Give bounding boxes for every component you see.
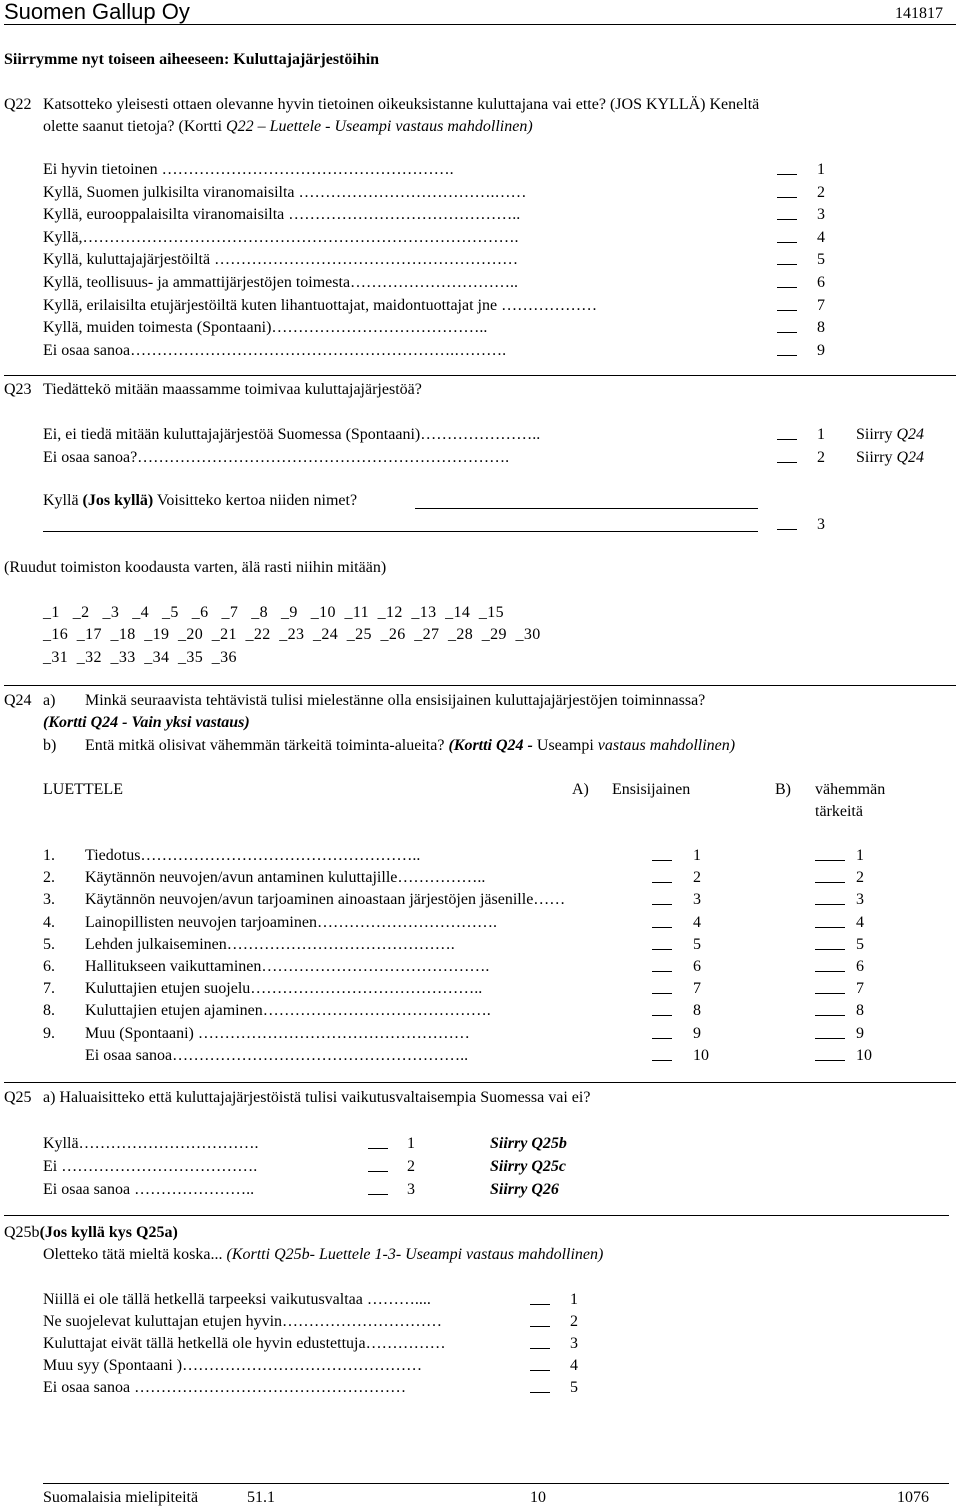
answer-option-label: Ei osaa sanoa…………………………………………………….………. bbox=[43, 341, 507, 359]
section-intro: Siirrymme nyt toiseen aiheeseen: Kuluttajajärjestöihin bbox=[4, 51, 380, 68]
footer-title: Suomalaisia mielipiteitä bbox=[43, 1489, 199, 1506]
primary-code: 8 bbox=[693, 1002, 701, 1020]
q23-names-line-2[interactable] bbox=[43, 531, 758, 532]
secondary-code: 2 bbox=[856, 869, 864, 887]
route-instruction bbox=[856, 425, 924, 445]
answer-blank[interactable] bbox=[530, 1290, 550, 1311]
answer-blank[interactable] bbox=[777, 318, 797, 339]
q25b-header bbox=[4, 1223, 178, 1243]
item-number: 8. bbox=[43, 1002, 55, 1020]
answer-option-label: Ei osaa sanoa ………………….. bbox=[43, 1181, 255, 1198]
q22-text-line1: Katsotteko yleisesti ottaen olevanne hyvin tietoinen oikeuksistanne kuluttajana vai ette? (JOS KYLLÄ) Keneltä bbox=[43, 96, 760, 113]
primary-code: 5 bbox=[693, 935, 701, 953]
answer-option-label: Ei osaa sanoa?……………………………………………………………. bbox=[43, 449, 510, 466]
item-label: Lehden julkaiseminen……………………………………. bbox=[85, 935, 455, 953]
answer-code: 2 bbox=[817, 449, 825, 466]
q25b-text: Oletteko tätä mieltä koska... bbox=[43, 1246, 227, 1263]
primary-blank[interactable] bbox=[652, 1046, 672, 1067]
secondary-code: 10 bbox=[856, 1046, 872, 1064]
q23-yes-b: (Jos kyllä) bbox=[82, 492, 154, 509]
secondary-blank[interactable] bbox=[815, 868, 845, 889]
primary-code: 3 bbox=[693, 891, 701, 909]
header-rule bbox=[4, 24, 956, 25]
q22-card-note: Q22 – Luettele - Useampi vastaus mahdollinen) bbox=[226, 118, 533, 135]
q24-col-a: Ensisijainen bbox=[612, 781, 691, 798]
secondary-blank[interactable] bbox=[815, 1046, 845, 1067]
answer-blank[interactable] bbox=[777, 160, 797, 181]
answer-code: 3 bbox=[817, 206, 825, 224]
q23-yes-code: 3 bbox=[817, 516, 825, 533]
q24-col-b-line2: tärkeitä bbox=[815, 803, 863, 820]
answer-option-label: Kuluttajat eivät tällä hetkellä ole hyvin edustettuja…………… bbox=[43, 1335, 446, 1352]
secondary-blank[interactable] bbox=[815, 979, 845, 1000]
primary-code: 6 bbox=[693, 958, 701, 975]
answer-option-label: Kyllä, Suomen julkisilta viranomaisilta ……………………………….…… bbox=[43, 183, 527, 201]
q22-text-line2-a: olette saanut tietoja? bbox=[43, 118, 179, 135]
q23-yes-c: Voisitteko kertoa niiden nimet? bbox=[153, 492, 358, 509]
q25b-note: (Kortti Q25b- Luettele 1-3- Useampi vastaus mahdollinen) bbox=[226, 1246, 604, 1263]
item-number: 3. bbox=[43, 891, 55, 909]
answer-option-label: Kyllä, erilaisilta etujärjestöiltä kuten lihantuottajat, maidontuottajat jne ……………… bbox=[43, 296, 598, 314]
answer-code: 3 bbox=[570, 1335, 578, 1352]
q23-rule bbox=[4, 685, 956, 686]
q24-b-letter: b) bbox=[43, 737, 57, 754]
answer-code: 4 bbox=[570, 1357, 578, 1374]
answer-blank[interactable] bbox=[368, 1157, 388, 1178]
secondary-code: 6 bbox=[856, 958, 864, 975]
q24-b-text-line bbox=[85, 736, 735, 756]
answer-code: 7 bbox=[817, 296, 825, 314]
secondary-code: 3 bbox=[856, 891, 864, 909]
answer-code: 4 bbox=[817, 228, 825, 246]
answer-code: 3 bbox=[407, 1181, 415, 1198]
primary-code: 1 bbox=[693, 847, 701, 864]
item-number: 6. bbox=[43, 958, 55, 975]
answer-blank[interactable] bbox=[777, 341, 797, 362]
secondary-blank[interactable] bbox=[815, 957, 845, 978]
route-instruction bbox=[856, 448, 924, 468]
item-label: Käytännön neuvojen/avun antaminen kuluttajille…………….. bbox=[85, 869, 486, 887]
item-label: Muu (Spontaani) …………………………………………… bbox=[85, 1024, 470, 1042]
secondary-code: 1 bbox=[856, 847, 864, 864]
answer-blank[interactable] bbox=[530, 1334, 550, 1355]
item-number: 2. bbox=[43, 869, 55, 887]
q24-b-text: Entä mitkä olisivat vähemmän tärkeitä toiminta-alueita? bbox=[85, 737, 449, 754]
q23-yes-a: Kyllä bbox=[43, 492, 83, 509]
answer-code: 1 bbox=[407, 1135, 415, 1152]
q24-col-list: LUETTELE bbox=[43, 781, 123, 798]
q24-col-b-line1: vähemmän bbox=[815, 781, 886, 798]
footer-rule bbox=[43, 1483, 949, 1484]
primary-blank[interactable] bbox=[652, 846, 672, 867]
q25-number: Q25 bbox=[4, 1089, 32, 1106]
q24-b-note-c: vastaus mahdollinen) bbox=[597, 737, 736, 754]
coding-boxes-row-2: _16 _17 _18 _19 _20 _21 _22 _23 _24 _25 _26 _27 _28 _29 _30 bbox=[43, 626, 541, 643]
item-label: Ei osaa sanoa……………………………………………….. bbox=[85, 1046, 469, 1064]
answer-blank[interactable] bbox=[368, 1134, 388, 1155]
primary-blank[interactable] bbox=[652, 1001, 672, 1022]
q22-text-line2 bbox=[43, 117, 533, 137]
secondary-code: 5 bbox=[856, 935, 864, 953]
q24-col-a-letter: A) bbox=[572, 781, 589, 798]
item-label: Hallitukseen vaikuttaminen……………………………………. bbox=[85, 958, 490, 975]
item-number: 7. bbox=[43, 980, 55, 998]
answer-option-label: Ei, ei tiedä mitään kuluttajajärjestöä Suomessa (Spontaani)………………….. bbox=[43, 426, 541, 443]
secondary-blank[interactable] bbox=[815, 1001, 845, 1022]
answer-code: 5 bbox=[817, 251, 825, 269]
q23-coding-note: (Ruudut toimiston koodausta varten, älä rasti niihin mitään) bbox=[4, 559, 387, 576]
answer-option-label: Kyllä, kuluttajajärjestöiltä ………………………………………………… bbox=[43, 251, 519, 269]
item-label: Lainopillisten neuvojen tarjoaminen……………………………. bbox=[85, 913, 497, 931]
secondary-blank[interactable] bbox=[815, 913, 845, 934]
secondary-blank[interactable] bbox=[815, 1024, 845, 1045]
answer-option-label: Ne suojelevat kuluttajan etujen hyvin………………………… bbox=[43, 1313, 443, 1330]
secondary-blank[interactable] bbox=[815, 935, 845, 956]
item-number: 5. bbox=[43, 935, 55, 953]
q25b-condition: (Jos kyllä kys Q25a) bbox=[39, 1224, 178, 1241]
secondary-code: 7 bbox=[856, 980, 864, 998]
answer-option-label: Ei osaa sanoa …………………………………………… bbox=[43, 1379, 407, 1396]
answer-blank[interactable] bbox=[777, 273, 797, 294]
footer-right: 1076 bbox=[897, 1489, 929, 1506]
item-number: 4. bbox=[43, 913, 55, 931]
answer-code: 9 bbox=[817, 341, 825, 359]
answer-blank[interactable] bbox=[530, 1356, 550, 1377]
answer-code: 2 bbox=[817, 183, 825, 201]
item-label: Kuluttajien etujen ajaminen……………………………………. bbox=[85, 1002, 491, 1020]
item-label: Käytännön neuvojen/avun tarjoaminen ainoastaan järjestöjen jäsenille…… bbox=[85, 891, 566, 909]
q22-text-line2-b: (Kortti bbox=[178, 118, 227, 135]
header-org: Suomen Gallup Oy bbox=[4, 0, 190, 24]
q24-b-note-b: Useampi bbox=[536, 737, 598, 754]
answer-code: 1 bbox=[570, 1291, 578, 1308]
q24-b-note-a: (Kortti Q24 - bbox=[448, 737, 537, 754]
answer-blank[interactable] bbox=[777, 425, 797, 446]
answer-code: 1 bbox=[817, 426, 825, 443]
primary-code: 9 bbox=[693, 1024, 701, 1042]
primary-code: 2 bbox=[693, 869, 701, 887]
answer-blank[interactable] bbox=[777, 228, 797, 249]
primary-blank[interactable] bbox=[652, 957, 672, 978]
primary-code: 10 bbox=[693, 1046, 709, 1064]
primary-code: 7 bbox=[693, 980, 701, 998]
q25-text: a) Haluaisitteko että kuluttajajärjestöistä tulisi vaikutusvaltaisempia Suomessa vai ei? bbox=[43, 1089, 591, 1106]
q25b-text-line bbox=[43, 1245, 603, 1265]
route-text: Siirry bbox=[856, 449, 897, 466]
item-number: 9. bbox=[43, 1024, 55, 1042]
answer-blank[interactable] bbox=[368, 1180, 388, 1201]
q24-a-note: (Kortti Q24 - Vain yksi vastaus) bbox=[43, 714, 250, 731]
q24-a-letter: a) bbox=[43, 692, 56, 709]
q23-text: Tiedättekö mitään maassamme toimivaa kuluttajajärjestöä? bbox=[43, 381, 422, 398]
answer-code: 6 bbox=[817, 274, 825, 291]
footer-version: 51.1 bbox=[247, 1489, 275, 1506]
answer-blank[interactable] bbox=[530, 1312, 550, 1333]
secondary-code: 9 bbox=[856, 1024, 864, 1042]
primary-blank[interactable] bbox=[652, 890, 672, 911]
answer-blank[interactable] bbox=[777, 250, 797, 271]
answer-option-label: Kyllä……………………………. bbox=[43, 1135, 259, 1152]
answer-blank[interactable] bbox=[530, 1378, 550, 1399]
answer-code: 1 bbox=[817, 161, 825, 178]
primary-code: 4 bbox=[693, 913, 701, 931]
answer-option-label: Niillä ei ole tällä hetkellä tarpeeksi vaikutusvaltaa ……….... bbox=[43, 1291, 431, 1308]
answer-code: 2 bbox=[407, 1158, 415, 1175]
item-number: 1. bbox=[43, 847, 55, 864]
q22-rule bbox=[4, 375, 956, 376]
secondary-blank[interactable] bbox=[815, 846, 845, 867]
coding-boxes-row-1: _1 _2 _3 _4 _5 _6 _7 _8 _9 _10 _11 _12 _13 _14 _15 bbox=[43, 604, 504, 621]
primary-blank[interactable] bbox=[652, 913, 672, 934]
q25b-number: Q25b bbox=[4, 1224, 40, 1241]
answer-option-label: Muu syy (Spontaani )……………………………………… bbox=[43, 1357, 423, 1374]
answer-option-label: Kyllä,………………………………………………………………………. bbox=[43, 228, 519, 246]
q24-rule bbox=[4, 1082, 956, 1083]
answer-code: 2 bbox=[570, 1313, 578, 1330]
q23-names-line-1[interactable] bbox=[415, 508, 758, 509]
route-instruction: Siirry Q25b bbox=[490, 1135, 567, 1152]
route-instruction: Siirry Q25c bbox=[490, 1158, 566, 1175]
q22-number: Q22 bbox=[4, 96, 32, 113]
q25-rule bbox=[4, 1215, 949, 1216]
secondary-code: 8 bbox=[856, 1002, 864, 1020]
answer-option-label: Kyllä, teollisuus- ja ammattijärjestöjen toimesta………………………….. bbox=[43, 274, 519, 291]
route-text: Siirry bbox=[856, 426, 897, 443]
coding-boxes-row-3: _31 _32 _33 _34 _35 _36 bbox=[43, 649, 237, 666]
primary-blank[interactable] bbox=[652, 979, 672, 1000]
answer-blank[interactable] bbox=[777, 183, 797, 204]
answer-option-label: Ei hyvin tietoinen ………………………………………………. bbox=[43, 161, 454, 178]
primary-blank[interactable] bbox=[652, 868, 672, 889]
answer-code: 8 bbox=[817, 319, 825, 337]
route-target: Q24 bbox=[896, 449, 925, 466]
footer-page: 10 bbox=[530, 1489, 546, 1506]
primary-blank[interactable] bbox=[652, 935, 672, 956]
q24-number: Q24 bbox=[4, 692, 32, 709]
primary-blank[interactable] bbox=[652, 1024, 672, 1045]
answer-blank[interactable] bbox=[777, 448, 797, 469]
q23-yes-blank[interactable] bbox=[777, 515, 797, 536]
route-target: Q24 bbox=[896, 426, 925, 443]
q23-yes-prompt bbox=[43, 491, 357, 511]
q23-number: Q23 bbox=[4, 381, 32, 398]
answer-option-label: Ei ………………………………. bbox=[43, 1158, 258, 1175]
answer-blank[interactable] bbox=[777, 205, 797, 226]
item-label: Kuluttajien etujen suojelu…………………………………….. bbox=[85, 980, 483, 998]
answer-option-label: Kyllä, eurooppalaisilta viranomaisilta …………………………………….. bbox=[43, 206, 521, 224]
secondary-code: 4 bbox=[856, 913, 864, 931]
q24-a-text: Minkä seuraavista tehtävistä tulisi mielestänne olla ensisijainen kuluttajajärjestöjen toiminnassa? bbox=[85, 692, 706, 709]
answer-option-label: Kyllä, muiden toimesta (Spontaani)………………………………….. bbox=[43, 319, 488, 337]
route-instruction: Siirry Q26 bbox=[490, 1181, 559, 1198]
answer-blank[interactable] bbox=[777, 296, 797, 317]
item-label: Tiedotus…………………………………………….. bbox=[85, 847, 421, 864]
header-code: 141817 bbox=[895, 5, 943, 22]
q24-col-b-letter: B) bbox=[775, 781, 791, 798]
secondary-blank[interactable] bbox=[815, 890, 845, 911]
answer-code: 5 bbox=[570, 1379, 578, 1396]
